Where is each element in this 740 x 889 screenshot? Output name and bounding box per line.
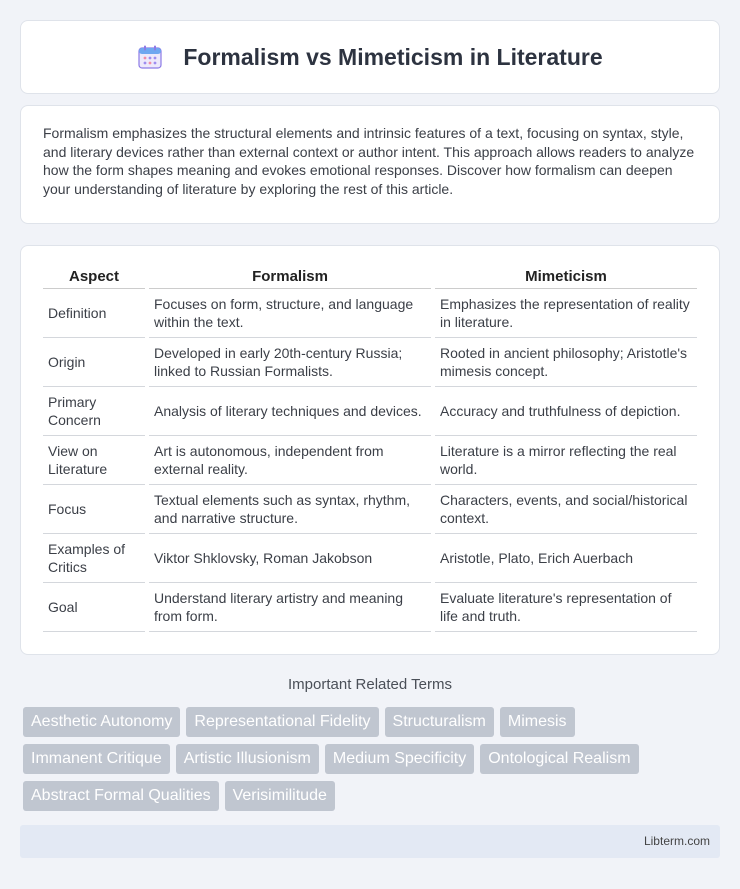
formalism-cell: Textual elements such as syntax, rhythm, and narrative structure. xyxy=(149,485,431,534)
formalism-cell: Analysis of literary techniques and devices. xyxy=(149,387,431,436)
table-row xyxy=(43,289,697,338)
comparison-table xyxy=(39,264,701,632)
related-term-tag[interactable]: Ontological Realism xyxy=(480,744,638,774)
aspect-cell: Goal xyxy=(43,583,145,632)
formalism-cell: Art is autonomous, independent from external reality. xyxy=(149,436,431,485)
mimeticism-cell: Evaluate literature's representation of life and truth. xyxy=(435,583,697,632)
related-term-tag[interactable]: Artistic Illusionism xyxy=(176,744,319,774)
comparison-table-card xyxy=(20,245,720,655)
mimeticism-cell: Aristotle, Plato, Erich Auerbach xyxy=(435,534,697,583)
related-term-tag[interactable]: Aesthetic Autonomy xyxy=(23,707,180,737)
intro-text: Formalism emphasizes the structural elements and intrinsic features of a text, focusing on syntax, style, and literary devices rather than external context or author intent. This approach allows readers to analyze how the form shapes meaning and evokes emotional responses. Discover how formalism can deepen your understanding of literature by exploring the rest of this article. xyxy=(43,125,695,197)
related-terms-list xyxy=(23,707,723,811)
column-header-aspect: Aspect xyxy=(43,264,145,289)
table-row xyxy=(43,583,697,632)
calendar-icon xyxy=(137,44,163,70)
mimeticism-cell: Literature is a mirror reflecting the real world. xyxy=(435,436,697,485)
formalism-cell: Viktor Shklovsky, Roman Jakobson xyxy=(149,534,431,583)
table-row xyxy=(43,534,697,583)
table-row xyxy=(43,485,697,534)
mimeticism-cell: Accuracy and truthfulness of depiction. xyxy=(435,387,697,436)
aspect-cell: Definition xyxy=(43,289,145,338)
page-footer xyxy=(20,825,720,858)
table-row xyxy=(43,387,697,436)
table-header-row xyxy=(43,264,697,289)
footer-site-link[interactable]: Libterm.com xyxy=(643,834,710,848)
formalism-cell: Developed in early 20th-century Russia; linked to Russian Formalists. xyxy=(149,338,431,387)
table-row xyxy=(43,436,697,485)
column-header-mimeticism: Mimeticism xyxy=(435,264,697,289)
intro-section xyxy=(20,105,720,224)
aspect-cell: View on Literature xyxy=(43,436,145,485)
related-term-tag[interactable]: Immanent Critique xyxy=(23,744,170,774)
aspect-cell: Origin xyxy=(43,338,145,387)
related-term-tag[interactable]: Medium Specificity xyxy=(325,744,474,774)
related-term-tag[interactable]: Representational Fidelity xyxy=(186,707,378,737)
mimeticism-cell: Rooted in ancient philosophy; Aristotle's mimesis concept. xyxy=(435,338,697,387)
table-row xyxy=(43,338,697,387)
aspect-cell: Examples of Critics xyxy=(43,534,145,583)
related-term-tag[interactable]: Structuralism xyxy=(385,707,494,737)
related-term-tag[interactable]: Mimesis xyxy=(500,707,575,737)
formalism-cell: Understand literary artistry and meaning from form. xyxy=(149,583,431,632)
related-term-tag[interactable]: Abstract Formal Qualities xyxy=(23,781,219,811)
page-header xyxy=(20,20,720,94)
aspect-cell: Focus xyxy=(43,485,145,534)
mimeticism-cell: Characters, events, and social/historical context. xyxy=(435,485,697,534)
column-header-formalism: Formalism xyxy=(149,264,431,289)
formalism-cell: Focuses on form, structure, and language within the text. xyxy=(149,289,431,338)
related-terms-title: Important Related Terms xyxy=(288,676,452,693)
page-title: Formalism vs Mimeticism in Literature xyxy=(183,43,603,70)
aspect-cell: Primary Concern xyxy=(43,387,145,436)
related-term-tag[interactable]: Verisimilitude xyxy=(225,781,335,811)
mimeticism-cell: Emphasizes the representation of reality in literature. xyxy=(435,289,697,338)
